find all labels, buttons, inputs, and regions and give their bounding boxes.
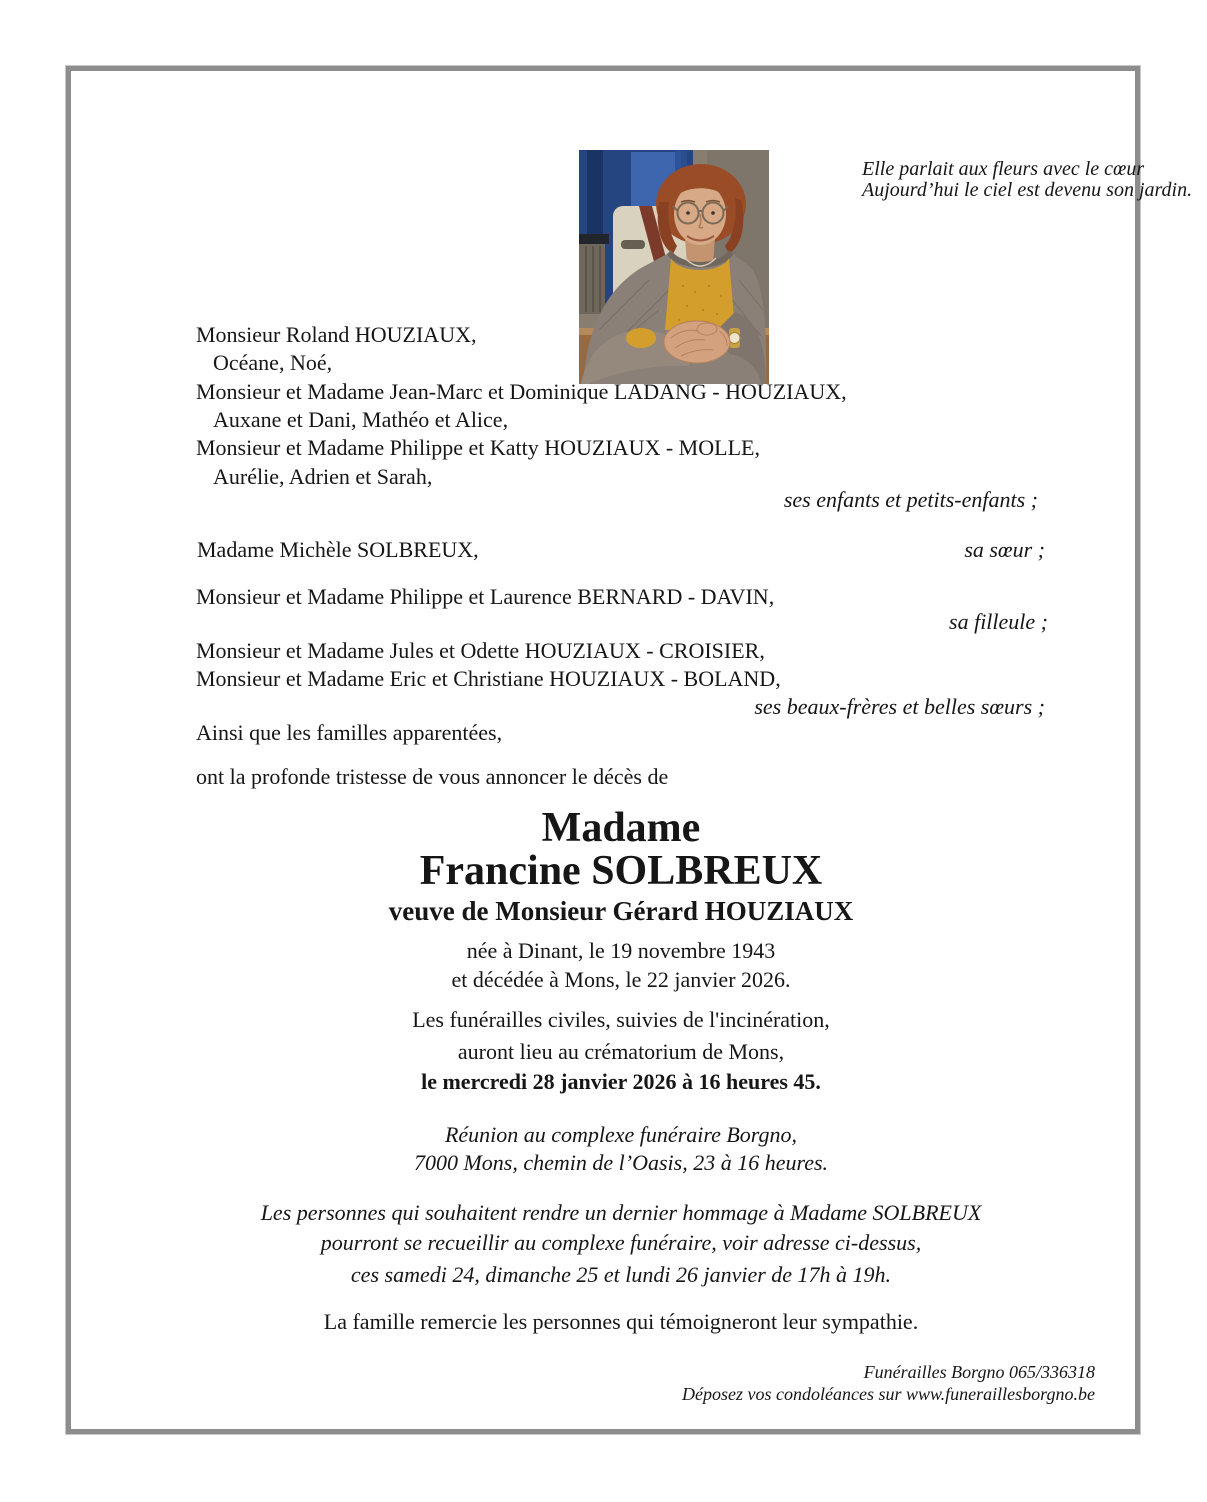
portrait-photo xyxy=(579,150,769,384)
family-line: Aurélie, Adrien et Sarah, xyxy=(213,464,433,489)
related-families: Ainsi que les familles apparentées, xyxy=(196,720,503,745)
thanks-line: La famille remercie les personnes qui témoigneront leur sympathie. xyxy=(323,1309,919,1334)
epitaph-line-2: Aujourd’hui le ciel est devenu son jardin. xyxy=(862,179,1193,201)
funeral-date-line: le mercredi 28 janvier 2026 à 16 heures 45. xyxy=(421,1069,821,1094)
birth-line: née à Dinant, le 19 novembre 1943 xyxy=(466,938,776,963)
family-line: Monsieur et Madame Philippe et Katty HOUZIAUX - MOLLE, xyxy=(196,435,760,460)
goddaughter-name: Monsieur et Madame Philippe et Laurence BERNARD - DAVIN, xyxy=(196,584,775,609)
deceased-title: Madame xyxy=(541,805,701,851)
deceased-name: Francine SOLBREUX xyxy=(419,848,823,894)
funeral-line: auront lieu au crématorium de Mons, xyxy=(457,1039,785,1064)
inlaw-name: Monsieur et Madame Eric et Christiane HOUZIAUX - BOLAND, xyxy=(196,666,781,691)
sister-name: Madame Michèle SOLBREUX, xyxy=(197,537,479,562)
widow-of: veuve de Monsieur Gérard HOUZIAUX xyxy=(388,896,854,926)
gathering-line: Réunion au complexe funéraire Borgno, xyxy=(444,1122,798,1147)
relation-inlaws: ses beaux-frères et belles sœurs ; xyxy=(754,694,1045,719)
gathering-line: 7000 Mons, chemin de l’Oasis, 23 à 16 heures. xyxy=(413,1150,829,1175)
condolences-website: Déposez vos condoléances sur www.funeraillesborgno.be xyxy=(682,1384,1095,1404)
family-line: Monsieur et Madame Jean-Marc et Dominique LADANG - HOUZIAUX, xyxy=(196,379,847,404)
family-line: Monsieur Roland HOUZIAUX, xyxy=(196,322,477,347)
death-line: et décédée à Mons, le 22 janvier 2026. xyxy=(451,967,791,992)
announcement: ont la profonde tristesse de vous annoncer le décès de xyxy=(196,764,669,789)
funeral-home-contact: Funérailles Borgno 065/336318 xyxy=(863,1362,1095,1382)
family-line: Auxane et Dani, Mathéo et Alice, xyxy=(213,407,509,432)
epitaph-quote xyxy=(862,159,1192,201)
relation-sister: sa sœur ; xyxy=(964,537,1045,562)
funeral-line: Les funérailles civiles, suivies de l'incinération, xyxy=(412,1007,830,1032)
funeral-home-footer xyxy=(682,1361,1095,1405)
inlaw-name: Monsieur et Madame Jules et Odette HOUZIAUX - CROISIER, xyxy=(196,638,765,663)
homage-line: pourront se recueillir au complexe funéraire, voir adresse ci-dessus, xyxy=(320,1230,922,1255)
homage-line: Les personnes qui souhaitent rendre un dernier hommage à Madame SOLBREUX xyxy=(260,1200,982,1225)
homage-line: ces samedi 24, dimanche 25 et lundi 26 janvier de 17h à 19h. xyxy=(350,1262,892,1287)
epitaph-line-1: Elle parlait aux fleurs avec le cœur xyxy=(862,158,1145,180)
relation-children: ses enfants et petits-enfants ; xyxy=(783,487,1038,512)
family-line: Océane, Noé, xyxy=(213,350,333,375)
relation-goddaughter: sa filleule ; xyxy=(949,609,1048,634)
